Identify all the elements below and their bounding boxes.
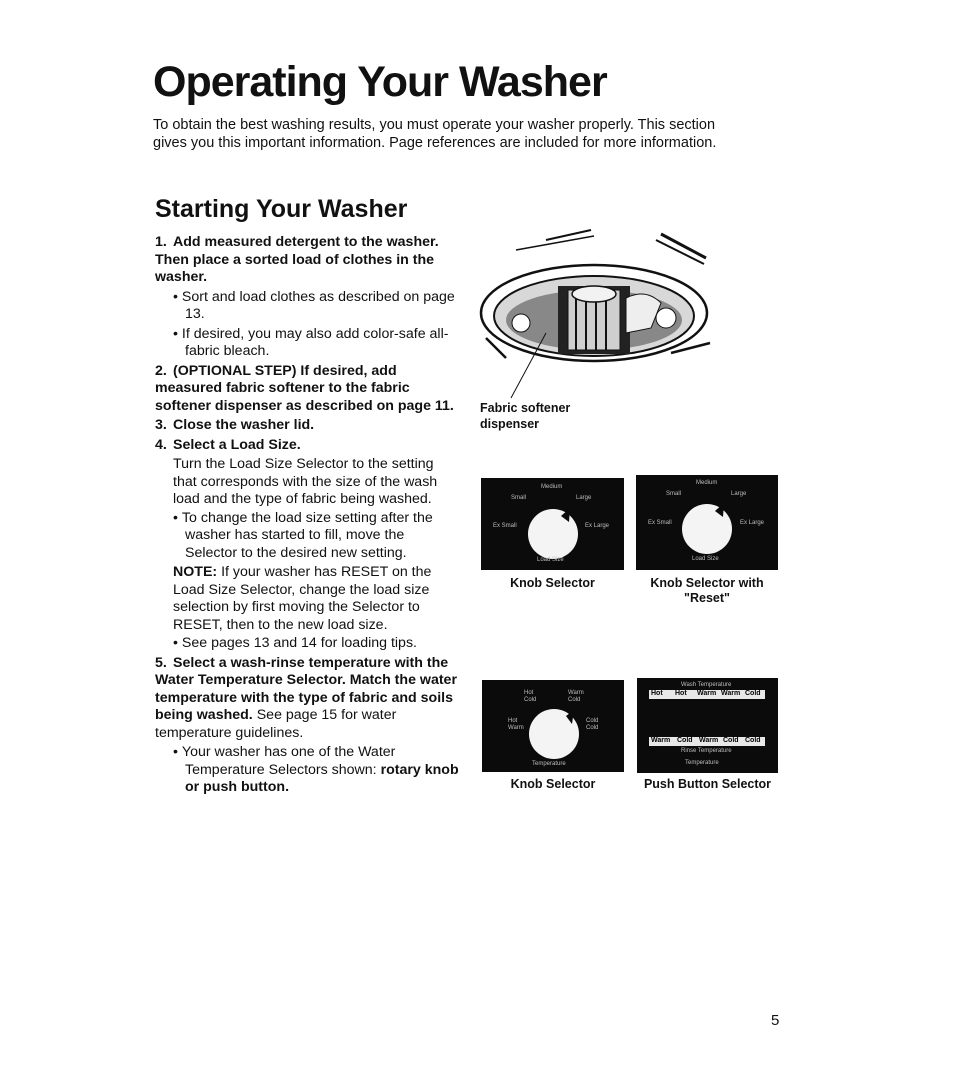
- list-item: • See pages 13 and 14 for loading tips.: [173, 635, 417, 651]
- button-warm[interactable]: Warm: [699, 737, 719, 744]
- label-ex-large: Ex Large: [740, 520, 765, 526]
- button-cold[interactable]: Cold: [677, 737, 693, 744]
- step-text-plain: See page 15 for water temperature guidelines.: [155, 707, 397, 741]
- label-small: Small: [666, 491, 682, 497]
- label-load-size: Load Size: [537, 557, 564, 563]
- step-number: 4.: [155, 436, 167, 453]
- step-number: 5.: [155, 654, 167, 671]
- load-knob-caption: Knob Selector: [510, 576, 595, 590]
- bullet-text: To change the load size setting after the washer has started to fill, move the Selector to the desired new setting.: [181, 509, 433, 561]
- step-text: Add measured detergent to the washer. Then place a sorted load of clothes in the washer.: [155, 234, 439, 285]
- button-warm[interactable]: Warm: [697, 690, 717, 697]
- page-title: Operating Your Washer: [153, 58, 607, 106]
- note-label: NOTE:: [173, 564, 218, 580]
- push-button-selector-panel: [637, 678, 778, 773]
- label-ex-large: Ex Large: [585, 523, 610, 529]
- step-text: (OPTIONAL STEP) If desired, add measured fabric softener to the fabric softener dispenser as described on page 11.: [155, 362, 454, 414]
- button-hot[interactable]: Hot: [675, 690, 687, 697]
- caption-line: "Reset": [684, 591, 730, 605]
- caption-line: Knob Selector with: [650, 576, 764, 590]
- knob: [675, 493, 739, 557]
- label-rinse-temperature: Rinse Temperature: [681, 748, 732, 754]
- step-number: 1.: [155, 234, 167, 250]
- label-large: Large: [576, 495, 592, 501]
- step-2: [155, 363, 460, 416]
- label-cold: Cold: [586, 718, 599, 724]
- label-ex-small: Ex Small: [648, 520, 672, 526]
- step-4-paragraph: Turn the Load Size Selector to the setting that corresponds with the size of the wash load and the type of fabric being washed.: [173, 456, 438, 507]
- label-temperature: Temperature: [685, 760, 719, 766]
- button-cold[interactable]: Cold: [745, 737, 761, 744]
- label-hot: Hot: [508, 718, 518, 724]
- label-warm: Warm: [568, 690, 584, 696]
- load-size-knob-panel: [481, 478, 624, 570]
- note-text: If your washer has RESET on the Load Size Selector, change the load size selection by first moving the Selector to RESET, then to the new load size.: [173, 564, 432, 633]
- list-item: • Your washer has one of the Water Temperature Selectors shown: rotary knob or push button.: [173, 744, 459, 795]
- list-item: • To change the load size setting after the washer has started to fill, move the Selector to the desired new setting.: [173, 509, 433, 561]
- list-item: • Sort and load clothes as described on page 13.: [173, 288, 455, 322]
- label-ex-small: Ex Small: [493, 523, 517, 529]
- load-size-knob-reset-panel: [636, 475, 778, 570]
- step-text: Close the washer lid.: [173, 417, 315, 433]
- temperature-knob-caption: Knob Selector: [510, 777, 596, 791]
- step-number: 3.: [155, 417, 167, 433]
- step-5: [155, 655, 460, 743]
- caption-line: Fabric softener: [480, 401, 571, 415]
- button-cold[interactable]: Cold: [723, 737, 739, 744]
- step-4: [155, 437, 460, 455]
- step-number: 2.: [155, 362, 167, 379]
- bullet-text: See pages 13 and 14 for loading tips.: [181, 635, 417, 651]
- label-small: Small: [511, 495, 527, 501]
- knob: [522, 696, 586, 760]
- button-hot[interactable]: Hot: [651, 690, 663, 697]
- step-text: Select a Load Size.: [173, 436, 301, 453]
- button-warm[interactable]: Warm: [651, 737, 671, 744]
- list-item: • If desired, you may also add color-safe all-fabric bleach.: [173, 325, 449, 359]
- intro-line-1: To obtain the best washing results, you must operate your washer properly. This section: [153, 117, 716, 133]
- label-temperature: Temperature: [532, 761, 566, 767]
- label-cold: Cold: [524, 697, 537, 703]
- label-medium: Medium: [696, 480, 718, 486]
- caption-line: dispenser: [480, 417, 540, 431]
- label-large: Large: [731, 491, 747, 497]
- step-1: [155, 234, 460, 287]
- label-cold: Cold: [586, 725, 599, 731]
- button-cold[interactable]: Cold: [745, 690, 761, 697]
- temperature-knob-panel: [482, 680, 624, 772]
- washer-caption: [480, 400, 570, 432]
- washer-tub-illustration: [476, 228, 712, 403]
- bullet-text: Sort and load clothes as described on page 13.: [181, 288, 455, 322]
- intro-line-2: gives you this important information. Page references are included for more information.: [153, 135, 717, 151]
- label-hot: Hot: [524, 690, 534, 696]
- label-wash-temperature: Wash Temperature: [681, 682, 732, 688]
- bullet-text: If desired, you may also add color-safe all-fabric bleach.: [181, 325, 449, 359]
- step-text: Select a wash-rinse temperature with the Water Temperature Selector. Match the water temperature with the type of fabric and soils being washed.: [155, 654, 457, 723]
- bullet-text-bold: rotary knob or push button.: [185, 761, 459, 795]
- bullet-text: Your washer has one of the Water Temperature Selectors shown:: [181, 744, 396, 778]
- push-button-caption: Push Button Selector: [643, 777, 772, 791]
- step-3: [155, 417, 460, 435]
- label-cold: Cold: [568, 697, 581, 703]
- knob: [521, 498, 585, 562]
- label-medium: Medium: [541, 484, 563, 490]
- label-warm: Warm: [508, 725, 524, 731]
- page-number: 5: [771, 1012, 780, 1029]
- section-title: Starting Your Washer: [155, 195, 408, 223]
- intro-text: [153, 116, 753, 152]
- steps-list: [155, 234, 460, 799]
- load-knob-reset-caption: [626, 576, 788, 606]
- note: [173, 564, 460, 634]
- label-load-size: Load Size: [692, 556, 719, 562]
- button-warm[interactable]: Warm: [721, 690, 741, 697]
